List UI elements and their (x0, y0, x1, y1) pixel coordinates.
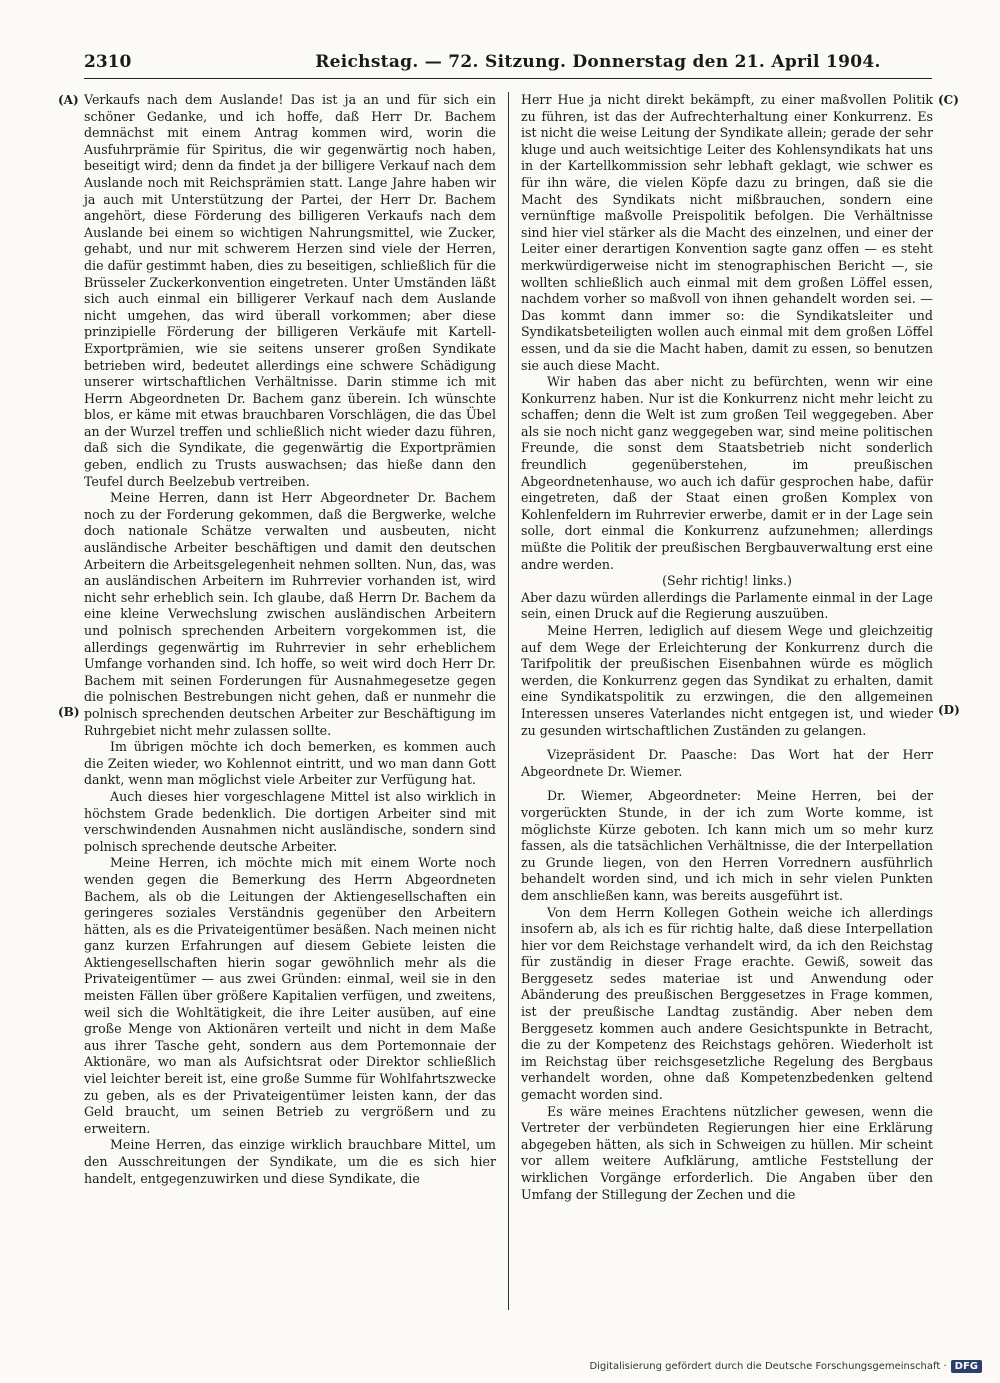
column-divider (508, 92, 509, 1310)
paragraph: Meine Herren, lediglich auf diesem Wege und gleichzeitig auf dem Wege der Erleichterung der Konkurrenz durch die Tarifpolitik der preußischen Eisenbahnen würde es möglich werden, die Konkurrenz gegen das Syndikat zu erhalten, damit eine Syndikatspolitik zu erzwingen, die den allgemeinen Interessen unseres Vaterlandes nicht entgegen ist, und wieder zu gesunden wirtschaftlichen Zuständen zu gelangen. (521, 623, 933, 738)
paragraph: Verkaufs nach dem Auslande! Das ist ja an und für sich ein schöner Gedanke, und ich hoffe, daß Herr Dr. Bachem demnächst mit einem Antrag kommen wird, worin die Ausfuhrprämie für Spiritus, die wir gegenwärtig noch haben, beseitigt wird; denn da findet ja der billigere Verkauf nach dem Auslande noch mit Reichsprämien statt. Lange Jahre haben wir ja auch mit Unterstützung der Partei, der Herr Dr. Bachem angehört, diese Förderung des billigeren Verkaufs nach dem Auslande bei einem so wichtigen Nahrungsmittel, wie Zucker, gehabt, und nur mit schwerem Herzen sind viele der Herren, die dafür gestimmt haben, dies zu beseitigen, schließlich für die Brüsseler Zuckerkonvention eingetreten. Unter Umständen läßt sich auch einmal ein billigerer Verkauf nach dem Auslande nicht umgehen, das wird überall vorkommen; aber diese prinzipielle Förderung der billigeren Verkäufe mit Kartell-Exportprämien, wie sie seitens unserer großen Syndikate betrieben wird, bedeutet allerdings eine schwere Schädigung unserer wirtschaftlichen Verhältnisse. Darin stimme ich mit Herrn Abgeordneten Dr. Bachem ganz überein. Ich wünschte blos, er käme mit etwas brauchbaren Vorschlägen, die das Übel an der Wurzel treffen und schließlich nicht wieder dazu führen, daß sich die Syndikate, die gegenwärtig die Exportprämien geben, endlich zu Trusts auswachsen; das hieße dann den Teufel durch Beelzebub vertreiben. (84, 92, 496, 489)
paragraph: Wir haben das aber nicht zu befürchten, wenn wir eine Konkurrenz haben. Nur ist die Konkurrenz nicht mehr leicht zu schaffen; denn die Welt ist zum großen Teil weggegeben. Aber als sie noch nicht ganz weggegeben war, sind meine politischen Freunde, die sonst dem Staatsbetrieb nicht sonderlich freundlich gegenüberstehen, im preußischen Abgeordnetenhause, wo auch ich dafür gesprochen habe, dafür eingetreten, daß der Staat einen großen Komplex von Kohlenfeldern im Ruhrrevier erwerbe, damit er in der Lage sein solle, dort einmal die Konkurrenz aufzunehmen; allerdings müßte die Politik der preußischen Bergbauverwaltung erst eine andre werden. (521, 374, 933, 572)
margin-mark-b: (B) (58, 705, 80, 719)
footer-text: Digitalisierung gefördert durch die Deutsche Forschungsgemeinschaft · (589, 1361, 947, 1372)
running-title: Reichstag. — 72. Sitzung. Donnerstag den 21. April 1904. (315, 52, 881, 72)
interjection: (Sehr richtig! links.) (662, 573, 792, 589)
margin-mark-d: (D) (938, 703, 960, 717)
paragraph: Meine Herren, ich möchte mich mit einem Worte noch wenden gegen die Bemerkung des Herrn Abgeordneten Bachem, als ob die Leitungen der Aktiengesellschaften ein geringeres soziales Verständnis gegenüber den Arbeitern hätten, als es die Privateigentümer besäßen. Nach meinen nicht ganz kurzen Erfahrungen auf diesem Gebiete leisten die Aktiengesellschaften hierin sogar gewöhnlich mehr als die Privateigentümer — aus zwei Gründen: einmal, weil sie in den meisten Fällen über größere Kapitalien verfügen, und zweitens, weil sich die Wohltätigkeit, die ihre Leiter ausüben, auf eine große Menge von Aktionären verteilt und nicht in dem Maße aus ihrer Tasche geht, sondern aus dem Portemonnaie der Aktionäre, wo man als Aufsichtsrat oder Direktor schließlich viel leichter bereit ist, eine große Summe für Wohlfahrtszwecke zu geben, als es der Privateigentümer leisten kann, der das Geld braucht, um seinen Betrieb zu vergrößern und zu erweitern. (84, 855, 496, 1136)
paragraph: Aber dazu würden allerdings die Parlamente einmal in der Lage sein, einen Druck auf die Regierung auszuüben. (521, 589, 933, 622)
page-header (84, 52, 932, 76)
paragraph: Herr Hue ja nicht direkt bekämpft, zu einer maßvollen Politik zu führen, ist das der Aufrechterhaltung einer Konkurrenz. Es ist nicht die weise Leitung der Syndikate allein; gerade der sehr kluge und auch weitsichtige Leiter des Kohlensyndikats hat uns in der Kartellkommission sehr lebhaft geklagt, wie schwer es für ihn wäre, die vielen Köpfe dazu zu bringen, daß sie die Macht des Syndikats nicht mißbrauchen, sondern eine vernünftige maßvolle Preispolitik befolgen. Die Verhältnisse sind hier viel stärker als die Macht des einzelnen, und einer der Leiter einer derartigen Konvention sagte ganz offen — es steht merkwürdigerweise nicht im stenographischen Bericht —, sie wollten schließlich auch einmal mit dem großen Löffel essen, nachdem vorher so maßvoll von ihnen gehandelt worden sei. — Das kommt dann immer so: die Syndikatsleiter und Syndikatsbeteiligten wollen auch einmal mit dem großen Löffel essen, und da sie die Macht haben, damit zu essen, so benutzen sie auch diese Macht. (521, 92, 933, 373)
paragraph: Meine Herren, dann ist Herr Abgeordneter Dr. Bachem noch zu der Forderung gekommen, daß die Bergwerke, welche doch nationale Schätze verwalten und ausbeuten, nicht ausländische Arbeiter beschäftigen und damit den deutschen Arbeitern die Arbeitsgelegenheit nehmen sollten. Nun, das, was an ausländischen Arbeitern im Ruhrrevier vorhanden ist, wird nicht sehr erheblich sein. Ich glaube, daß Herrn Dr. Bachem da eine kleine Verwechslung zwischen ausländischen Arbeitern und polnisch sprechenden Arbeitern vorgekommen ist, die allerdings gegenwärtig im Ruhrrevier in sehr erheblichem Umfange vorhanden sind. Ich hoffe, so weit wird doch Herr Dr. Bachem mit seinen Forderungen für Ausnahmegesetze gegen die polnischen Bestrebungen nicht gehen, daß er nunmehr die polnisch sprechenden deutschen Arbeiter zur Beschäftigung im Ruhrgebiet nicht mehr zulassen sollte. (84, 490, 496, 738)
paragraph: Von dem Herrn Kollegen Gothein weiche ich allerdings insofern ab, als ich es für richtig halte, daß diese Interpellation hier vor dem Reichstage verhandelt wird, da ich den Reichstag für zuständig in dieser Frage erachte. Gewiß, soweit das Berggesetz sedes materiae ist und Anwendung oder Abänderung des preußischen Berggesetzes in Frage kommen, ist der preußische Landtag zuständig. Aber neben dem Berggesetz kommen auch andere Gesichtspunkte in Betracht, die zu der Kompetenz des Reichstags gehören. Wiederholt ist im Reichstag über reichsgesetzliche Regelung des Bergbaus verhandelt worden, ohne daß Kompetenzbedenken geltend gemacht worden sind. (521, 904, 933, 1103)
paragraph: Meine Herren, das einzige wirklich brauchbare Mittel, um den Ausschreitungen der Syndikate, um die es sich hier handelt, entgegenzuwirken und diese Syndikate, die (84, 1137, 496, 1186)
right-column (521, 92, 933, 1203)
paragraph: Dr. Wiemer, Abgeordneter: Meine Herren, bei der vorgerückten Stunde, in der ich zum Worte komme, ist möglichste Kürze geboten. Ich kann mich um so mehr kurz fassen, als die tatsächlichen Verhältnisse, die der Interpellation zu Grunde liegen, von den Herren Vorrednern ausführlich behandelt worden sind, und ich mich in sehr vielen Punkten dem anschließen kann, was bereits ausgeführt ist. (521, 788, 933, 903)
speaker-intro: Vizepräsident Dr. Paasche: Das Wort hat der Herr Abgeordnete Dr. Wiemer. (521, 747, 933, 779)
margin-mark-a: (A) (58, 93, 79, 107)
paragraph: Es wäre meines Erachtens nützlicher gewesen, wenn die Vertreter der verbündeten Regierungen hier eine Erklärung abgegeben hätten, als sich in Schweigen zu hüllen. Mir scheint vor allem weitere Aufklärung, amtliche Feststellung der wirklichen Vorgänge erforderlich. Die Angaben über den Umfang der Stillegung der Zechen und die (521, 1103, 933, 1202)
header-rule (84, 78, 932, 79)
margin-mark-c: (C) (938, 93, 959, 107)
paragraph: Im übrigen möchte ich doch bemerken, es kommen auch die Zeiten wieder, wo Kohlennot eintritt, und wo man dann Gott dankt, wenn man möglichst viele Arbeiter zur Verfügung hat. (84, 739, 496, 788)
left-column (84, 92, 496, 1187)
page-number: 2310 (84, 52, 132, 72)
paragraph: Auch dieses hier vorgeschlagene Mittel ist also wirklich in höchstem Grade bedenklich. Die dortigen Arbeiter sind mit verschwindenden Ausnahmen nicht ausländische, sondern sind polnisch sprechende deutsche Arbeiter. (84, 788, 496, 854)
dfg-logo-icon: DFG (951, 1360, 982, 1373)
digitization-footer (589, 1360, 982, 1373)
